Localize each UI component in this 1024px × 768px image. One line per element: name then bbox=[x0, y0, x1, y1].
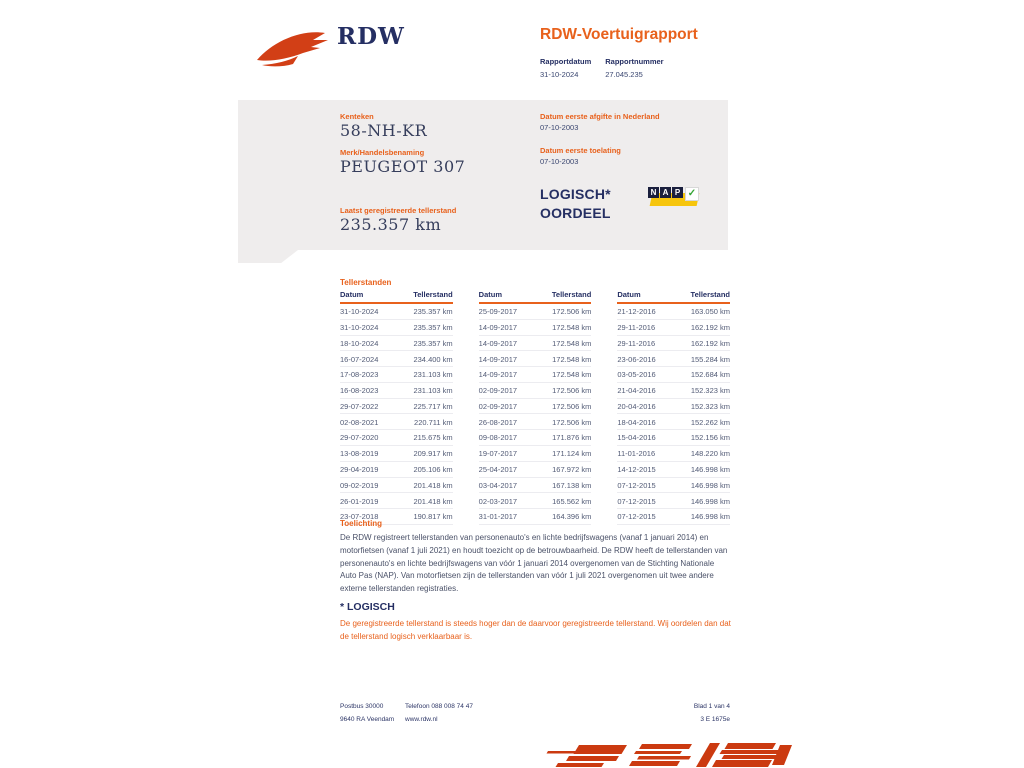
value-column-header: Tellerstand bbox=[551, 290, 592, 299]
row-date: 11-01-2016 bbox=[617, 449, 656, 459]
table-header-row bbox=[617, 290, 730, 304]
row-date: 14-09-2017 bbox=[478, 354, 518, 364]
table-row bbox=[340, 493, 453, 509]
row-odometer-value: 152.156 km bbox=[690, 433, 731, 443]
nap-letter-p: P bbox=[672, 187, 683, 198]
report-meta bbox=[540, 57, 664, 79]
report-date-value: 31-10-2024 bbox=[540, 70, 579, 79]
row-odometer-value: 167.138 km bbox=[552, 480, 592, 490]
date-column-header: Datum bbox=[340, 290, 364, 299]
odometer-table bbox=[340, 290, 730, 525]
row-odometer-value: 152.323 km bbox=[690, 386, 731, 396]
row-date: 16-07-2024 bbox=[340, 354, 379, 364]
table-row bbox=[340, 351, 453, 367]
table-row bbox=[479, 320, 592, 336]
table-row bbox=[479, 478, 592, 494]
row-odometer-value: 172.548 km bbox=[552, 354, 592, 364]
row-odometer-value: 190.817 km bbox=[413, 512, 453, 522]
toelating-label: Datum eerste toelating bbox=[540, 146, 621, 155]
row-odometer-value: 235.357 km bbox=[413, 338, 453, 348]
row-odometer-value: 172.548 km bbox=[552, 338, 592, 348]
nap-letter-a: A bbox=[660, 187, 671, 198]
tellerstand-label: Laatst geregistreerde tellerstand bbox=[340, 206, 457, 215]
row-odometer-value: 171.124 km bbox=[552, 449, 592, 459]
footer-page-number: Blad 1 van 4 bbox=[693, 703, 730, 710]
report-number-label: Rapportnummer bbox=[605, 57, 664, 66]
row-date: 07-12-2015 bbox=[617, 496, 656, 506]
row-date: 29-07-2020 bbox=[340, 433, 379, 443]
row-odometer-value: 162.192 km bbox=[690, 338, 731, 348]
verdict-title: * LOGISCH bbox=[340, 601, 395, 613]
table-row bbox=[340, 336, 453, 352]
row-date: 18-04-2016 bbox=[617, 417, 656, 427]
nap-letter-n: N bbox=[648, 187, 659, 198]
table-row bbox=[479, 351, 592, 367]
row-date: 14-09-2017 bbox=[478, 322, 518, 332]
row-odometer-value: 152.323 km bbox=[690, 401, 731, 411]
table-row bbox=[479, 493, 592, 509]
merk-label: Merk/Handelsbenaming bbox=[340, 148, 425, 157]
table-row bbox=[617, 414, 730, 430]
footer-address-line2: 9640 RA Veendam bbox=[340, 716, 395, 723]
table-row bbox=[617, 399, 730, 415]
row-odometer-value: 148.220 km bbox=[690, 449, 731, 459]
row-date: 02-03-2017 bbox=[478, 496, 518, 506]
footer-website: www.rdw.nl bbox=[405, 716, 438, 723]
row-odometer-value: 165.562 km bbox=[552, 496, 592, 506]
row-odometer-value: 231.103 km bbox=[413, 370, 453, 380]
row-date: 31-10-2024 bbox=[340, 322, 379, 332]
table-row bbox=[340, 430, 453, 446]
row-date: 09-02-2019 bbox=[340, 480, 379, 490]
odometer-table-group bbox=[340, 290, 453, 525]
row-odometer-value: 172.506 km bbox=[552, 417, 592, 427]
footer-stripes-graphic bbox=[544, 741, 792, 768]
row-odometer-value: 155.284 km bbox=[690, 354, 731, 364]
row-odometer-value: 235.357 km bbox=[413, 307, 453, 317]
row-date: 19-07-2017 bbox=[478, 449, 518, 459]
report-date-label: Rapportdatum bbox=[540, 57, 592, 66]
row-odometer-value: 162.192 km bbox=[690, 322, 731, 332]
rdw-logo-icon bbox=[254, 26, 334, 70]
merk-value: PEUGEOT 307 bbox=[340, 157, 466, 176]
table-row bbox=[340, 462, 453, 478]
table-header-row bbox=[340, 290, 453, 304]
table-row bbox=[340, 399, 453, 415]
row-date: 15-04-2016 bbox=[617, 433, 656, 443]
table-row bbox=[479, 367, 592, 383]
odometer-table-title: Tellerstanden bbox=[340, 278, 392, 287]
footer-phone: Telefoon 088 008 74 47 bbox=[405, 703, 473, 710]
row-odometer-value: 146.998 km bbox=[690, 496, 731, 506]
table-row bbox=[617, 367, 730, 383]
vehicle-panel bbox=[238, 100, 728, 250]
page-title: RDW-Voertuigrapport bbox=[540, 26, 698, 43]
row-odometer-value: 235.357 km bbox=[413, 322, 453, 332]
row-date: 29-04-2019 bbox=[340, 465, 379, 474]
row-date: 07-12-2015 bbox=[617, 480, 656, 490]
table-row bbox=[617, 446, 730, 462]
row-date: 18-10-2024 bbox=[340, 338, 379, 348]
row-odometer-value: 163.050 km bbox=[690, 307, 731, 317]
row-odometer-value: 220.711 km bbox=[414, 417, 453, 427]
value-column-header: Tellerstand bbox=[690, 290, 731, 299]
table-row bbox=[479, 509, 592, 525]
table-row bbox=[340, 478, 453, 494]
table-row bbox=[617, 509, 730, 525]
toelichting-title: Toelichting bbox=[340, 519, 383, 528]
row-date: 25-04-2017 bbox=[478, 465, 518, 474]
row-date: 20-04-2016 bbox=[617, 401, 656, 411]
row-date: 26-08-2017 bbox=[478, 417, 518, 427]
oordeel-line1: LOGISCH* bbox=[540, 186, 611, 202]
row-odometer-value: 201.418 km bbox=[413, 480, 453, 490]
kenteken-value: 58-NH-KR bbox=[340, 121, 428, 140]
row-odometer-value: 234.400 km bbox=[413, 354, 453, 364]
toelating-value: 07-10-2003 bbox=[540, 157, 579, 166]
table-row bbox=[617, 351, 730, 367]
row-date: 21-04-2016 bbox=[617, 386, 656, 396]
table-row bbox=[479, 462, 592, 478]
oordeel-line2: OORDEEL bbox=[540, 205, 611, 221]
row-odometer-value: 225.717 km bbox=[413, 401, 453, 411]
row-date: 09-08-2017 bbox=[478, 433, 518, 443]
row-odometer-value: 231.103 km bbox=[413, 386, 453, 396]
row-odometer-value: 215.675 km bbox=[413, 433, 453, 443]
row-date: 29-11-2016 bbox=[617, 322, 656, 332]
nap-logo bbox=[648, 185, 700, 211]
table-row bbox=[617, 478, 730, 494]
row-odometer-value: 209.917 km bbox=[413, 449, 453, 459]
row-odometer-value: 172.506 km bbox=[552, 307, 592, 317]
table-header-row bbox=[479, 290, 592, 304]
row-odometer-value: 172.506 km bbox=[552, 386, 592, 396]
report-number bbox=[605, 57, 663, 79]
table-row bbox=[617, 336, 730, 352]
row-odometer-value: 146.998 km bbox=[690, 480, 731, 490]
row-odometer-value: 205.106 km bbox=[413, 465, 453, 474]
row-odometer-value: 172.506 km bbox=[552, 401, 592, 411]
footer-form-code: 3 E 1675e bbox=[700, 716, 730, 723]
row-odometer-value: 201.418 km bbox=[413, 496, 453, 506]
odometer-table-group bbox=[479, 290, 592, 525]
row-odometer-value: 172.548 km bbox=[552, 370, 592, 380]
row-odometer-value: 167.972 km bbox=[552, 465, 592, 474]
oordeel-text bbox=[540, 185, 611, 223]
table-row bbox=[617, 383, 730, 399]
row-date: 17-08-2023 bbox=[340, 370, 379, 380]
table-row bbox=[479, 414, 592, 430]
kenteken-label: Kenteken bbox=[340, 112, 374, 121]
row-date: 26-01-2019 bbox=[340, 496, 379, 506]
table-row bbox=[479, 304, 592, 320]
row-date: 25-09-2017 bbox=[478, 307, 518, 317]
row-odometer-value: 164.396 km bbox=[552, 512, 592, 522]
table-row bbox=[617, 462, 730, 478]
row-date: 07-12-2015 bbox=[617, 512, 656, 522]
table-row bbox=[617, 320, 730, 336]
verdict-body: De geregistreerde tellerstand is steeds hoger dan de daarvoor geregistreerde tellerstand. Wij oordelen dan dat de tellerstand logisch verklaarbaar is. bbox=[340, 619, 731, 641]
row-date: 21-12-2016 bbox=[617, 307, 656, 317]
table-row bbox=[340, 414, 453, 430]
table-row bbox=[617, 304, 730, 320]
row-date: 23-07-2018 bbox=[340, 512, 379, 522]
row-odometer-value: 172.548 km bbox=[552, 322, 592, 332]
row-date: 13-08-2019 bbox=[340, 449, 379, 459]
table-row bbox=[479, 399, 592, 415]
row-odometer-value: 146.998 km bbox=[690, 512, 731, 522]
table-row bbox=[340, 446, 453, 462]
row-odometer-value: 152.262 km bbox=[690, 417, 731, 427]
row-date: 23-06-2016 bbox=[617, 354, 656, 364]
table-row bbox=[479, 336, 592, 352]
table-row bbox=[617, 493, 730, 509]
row-date: 02-09-2017 bbox=[478, 401, 518, 411]
row-date: 14-09-2017 bbox=[478, 370, 518, 380]
afgifte-label: Datum eerste afgifte in Nederland bbox=[540, 112, 660, 121]
row-odometer-value: 171.876 km bbox=[552, 433, 592, 443]
row-date: 29-07-2022 bbox=[340, 401, 379, 411]
row-date: 03-05-2016 bbox=[617, 370, 656, 380]
row-date: 29-11-2016 bbox=[617, 338, 656, 348]
row-date: 02-08-2021 bbox=[340, 417, 379, 427]
report-date bbox=[540, 57, 591, 79]
value-column-header: Tellerstand bbox=[413, 290, 453, 299]
toelichting-body: De RDW registreert tellerstanden van personenauto's en lichte bedrijfswagens (vanaf 1 januari 2014) en motorfietsen (vanaf 1 juli 2021) en houdt toezicht op de betrouwbaarheid. De RDW heeft de tellerstanden van personenauto's en lichte bedrijfswagens van vóór 1 januari 2014 overgenomen van de Stichting Nationale Auto Pas (NAP). Van motorfietsen zijn de tellerstanden van vóór 1 juli 2021 overgenomen uit twee andere externe tellerstanden registraties. bbox=[340, 533, 728, 594]
footer-address-line1: Postbus 30000 bbox=[340, 703, 384, 710]
afgifte-value: 07-10-2003 bbox=[540, 123, 579, 132]
table-row bbox=[479, 383, 592, 399]
table-row bbox=[340, 320, 453, 336]
row-odometer-value: 146.998 km bbox=[690, 465, 731, 474]
table-row bbox=[340, 367, 453, 383]
row-date: 14-09-2017 bbox=[478, 338, 518, 348]
row-date: 03-04-2017 bbox=[478, 480, 518, 490]
odometer-table-group bbox=[617, 290, 730, 525]
report-number-value: 27.045.235 bbox=[605, 70, 643, 79]
row-date: 31-01-2017 bbox=[478, 512, 518, 522]
row-date: 16-08-2023 bbox=[340, 386, 379, 396]
table-row bbox=[340, 383, 453, 399]
rdw-logo-text: RDW bbox=[337, 23, 405, 50]
date-column-header: Datum bbox=[478, 290, 503, 299]
tellerstand-value: 235.357 km bbox=[340, 215, 442, 234]
row-date: 31-10-2024 bbox=[340, 307, 379, 317]
table-row bbox=[340, 304, 453, 320]
vehicle-panel-tab bbox=[238, 250, 298, 263]
row-odometer-value: 152.684 km bbox=[690, 370, 731, 380]
row-date: 14-12-2015 bbox=[617, 465, 656, 474]
date-column-header: Datum bbox=[617, 290, 641, 299]
table-row bbox=[479, 430, 592, 446]
nap-check-icon: ✓ bbox=[685, 187, 699, 201]
table-row bbox=[617, 430, 730, 446]
row-date: 02-09-2017 bbox=[478, 386, 518, 396]
table-row bbox=[479, 446, 592, 462]
